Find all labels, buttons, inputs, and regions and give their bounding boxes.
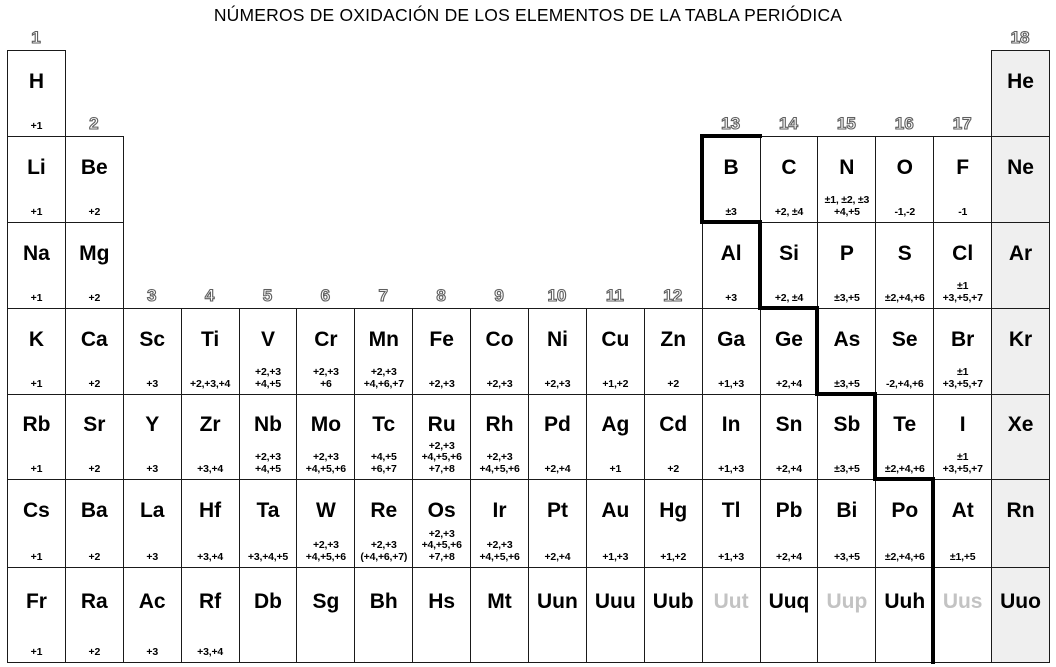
oxidation-states: +2, ±4 [774,205,804,218]
oxidation-states: +2,+3 +4,+5,+6 +7,+8 [421,527,462,563]
oxidation-states: +1,+3 [718,462,745,475]
element-symbol: Zn [660,327,687,351]
element-cell-Ru [412,394,471,480]
oxidation-states: +2,+3 +4,+5,+6 +7,+8 [421,439,462,475]
element-symbol: Sb [833,413,861,437]
element-cell-Ba [65,479,124,568]
element-cell-Ag [586,394,645,480]
oxidation-states: +2,+3 +4,+6,+7 [363,366,404,390]
element-cell-Rf [181,567,240,663]
element-cell-Pb [760,479,819,568]
element-symbol: B [723,155,739,179]
element-symbol: Uup [826,589,868,613]
oxidation-states: +2,+3 +4,+5,+6 [305,539,346,563]
element-symbol: P [839,241,854,265]
element-cell-Uut [702,567,761,663]
element-cell-Mn [354,308,413,395]
element-cell-Cr [296,308,355,395]
oxidation-states: +2,+3 +4,+5,+6 [305,451,346,475]
element-cell-Li [7,136,66,223]
element-symbol: Hg [659,499,688,523]
element-cell-Uun [528,567,587,663]
oxidation-states: +3,+4 [197,645,224,658]
group-label-11: 11 [605,286,624,305]
element-symbol: Re [370,499,398,523]
element-symbol: Cs [23,499,50,523]
element-cell-C [760,136,819,223]
element-cell-Sr [65,394,124,480]
element-cell-Bi [817,479,876,568]
element-symbol: Y [145,413,160,437]
element-symbol: F [956,155,970,179]
element-cell-Sc [123,308,182,395]
element-symbol: Sc [139,327,166,351]
oxidation-states: +2,+3 +4,+5,+6 [479,451,520,475]
element-cell-Hg [644,479,703,568]
element-symbol: I [959,413,966,437]
oxidation-states: +2,+4 [776,550,802,563]
element-symbol: Uut [713,589,749,613]
element-cell-Uuh [875,567,934,663]
element-cell-Fe [412,308,471,395]
element-cell-Te [875,394,934,480]
oxidation-states: +2 [667,462,679,475]
element-cell-Ta [239,479,298,568]
element-cell-Rh [470,394,529,480]
element-cell-Uub [644,567,703,663]
metalloid-staircase-segment [758,220,762,310]
element-cell-As [817,308,876,395]
element-cell-Kr [991,308,1050,395]
element-symbol: Hs [428,589,456,613]
element-symbol: Os [427,499,456,523]
oxidation-states: -2,+4,+6 [886,377,924,390]
element-symbol: Te [893,413,917,437]
element-symbol: Ti [200,327,220,351]
element-cell-Xe [991,394,1050,480]
oxidation-states: +1,+3 [718,550,745,563]
element-cell-Sn [760,394,819,480]
element-symbol: Ne [1007,155,1034,179]
element-symbol: Na [23,241,50,265]
element-symbol: Bh [369,589,398,613]
group-label-10: 10 [547,286,567,305]
element-symbol: Tc [372,413,396,437]
oxidation-states: +2,+4 [544,462,571,475]
element-symbol: Ac [138,589,166,613]
element-cell-Al [702,222,761,309]
element-symbol: C [781,155,797,179]
element-cell-Sg [296,567,355,663]
group-label-3: 3 [146,286,157,305]
element-cell-Uuq [760,567,819,663]
element-symbol: Cd [659,413,688,437]
element-symbol: Po [891,499,919,523]
element-cell-Pt [528,479,587,568]
element-cell-Ge [760,308,819,395]
group-label-8: 8 [436,286,446,305]
element-cell-Rn [991,479,1050,568]
metalloid-staircase-segment [873,477,935,481]
element-symbol: Li [27,155,46,179]
element-cell-Mg [65,222,124,309]
element-symbol: He [1007,69,1034,93]
element-cell-Ti [181,308,240,395]
oxidation-states: +2,+3 [544,377,571,390]
element-cell-Re [354,479,413,568]
element-symbol: Xe [1007,413,1034,437]
oxidation-states: ±1 +3,+5,+7 [942,451,983,475]
element-cell-Ni [528,308,587,395]
element-cell-Ir [470,479,529,568]
element-symbol: As [833,327,861,351]
oxidation-states: +3 [146,377,158,390]
element-symbol: Uuq [768,589,810,613]
group-label-15: 15 [836,114,856,133]
element-cell-Os [412,479,471,568]
metalloid-staircase-segment [700,134,704,224]
element-symbol: Pd [544,413,571,437]
element-symbol: O [896,155,913,179]
oxidation-states: +1,+2 [660,550,687,563]
element-symbol: Sg [312,589,340,613]
oxidation-states: +2 [88,291,101,304]
element-symbol: Br [950,327,975,351]
element-cell-Bh [354,567,413,663]
group-label-1: 1 [31,28,41,47]
oxidation-states: +2 [667,377,679,390]
oxidation-states: +2, ±4 [774,291,804,304]
element-symbol: In [721,413,741,437]
metalloid-staircase-segment [815,392,877,396]
element-cell-Ga [702,308,761,395]
oxidation-states: ±2,+4,+6 [884,462,925,475]
element-cell-B [702,136,761,223]
oxidation-states: -1,-2 [894,205,916,218]
oxidation-states: +3 [146,550,158,563]
element-cell-Uus [933,567,992,663]
oxidation-states: +3 [725,291,737,304]
element-cell-Ar [991,222,1050,309]
element-cell-Nb [239,394,298,480]
element-cell-Na [7,222,66,309]
element-symbol: At [951,499,974,523]
oxidation-states: +1 [30,462,43,475]
element-symbol: N [839,155,855,179]
element-cell-Ne [991,136,1050,223]
element-symbol: Ir [492,499,507,523]
group-label-18: 18 [1010,28,1030,47]
element-cell-At [933,479,992,568]
element-cell-Zn [644,308,703,395]
element-cell-Si [760,222,819,309]
element-symbol: Sr [83,413,106,437]
element-cell-In [702,394,761,480]
element-symbol: Ag [601,413,630,437]
element-symbol: Fr [25,589,47,613]
element-symbol: La [139,499,165,523]
page-title: NÚMEROS DE OXIDACIÓN DE LOS ELEMENTOS DE LA TABLA PERIÓDICA [213,5,843,25]
element-symbol: Hf [199,499,222,523]
group-label-2: 2 [89,114,99,133]
element-symbol: Cl [952,241,974,265]
oxidation-states: +2,+3 [428,377,455,390]
oxidation-states: +1 [30,377,43,390]
element-symbol: S [897,241,912,265]
element-symbol: Kr [1008,327,1033,351]
element-symbol: Nb [253,413,282,437]
oxidation-states: +1 [609,462,622,475]
oxidation-states: ±1, ±2, ±3 +4,+5 [824,194,870,218]
element-symbol: Fe [429,327,454,351]
element-cell-P [817,222,876,309]
oxidation-states: +1,+3 [718,377,745,390]
element-symbol: Uuo [1000,589,1041,613]
element-symbol: Db [253,589,282,613]
element-symbol: Uub [652,589,694,613]
oxidation-states: +2,+3 +4,+5 [255,366,281,390]
oxidation-states: +2,+4 [776,377,802,390]
element-cell-V [239,308,298,395]
element-symbol: Ge [774,327,803,351]
oxidation-states: +1 [30,291,43,304]
group-label-9: 9 [494,286,504,305]
element-symbol: Zr [199,413,221,437]
element-cell-Ac [123,567,182,663]
element-symbol: Mt [487,589,512,613]
group-label-7: 7 [378,286,388,305]
oxidation-states: +2,+3 +4,+5 [255,451,281,475]
group-label-16: 16 [894,114,914,133]
oxidation-states: +2,+3 +4,+5,+6 [479,539,520,563]
element-cell-Ra [65,567,124,663]
element-symbol: Uus [942,589,983,613]
oxidation-states: +2,+3 +6 [312,366,339,390]
oxidation-states: +2 [88,550,101,563]
element-symbol: Ca [80,327,108,351]
element-cell-Db [239,567,298,663]
element-symbol: Ni [546,327,568,351]
element-cell-Cl [933,222,992,309]
oxidation-states: +3 [146,645,158,658]
element-symbol: Pt [546,499,568,523]
metalloid-staircase-segment [700,220,762,224]
oxidation-states: +4,+5 +6,+7 [370,451,397,475]
element-symbol: Au [601,499,630,523]
element-symbol: Bi [836,499,858,523]
element-cell-Uuo [991,567,1050,663]
element-symbol: Si [779,241,799,265]
oxidation-states: ±1 +3,+5,+7 [942,366,983,390]
element-symbol: Sn [775,413,803,437]
element-symbol: Ta [256,499,280,523]
element-cell-K [7,308,66,395]
element-symbol: Pb [775,499,803,523]
element-symbol: Ba [80,499,108,523]
oxidation-states: +1 [30,119,43,132]
oxidation-states: -1 [958,205,968,218]
oxidation-states: ±3,+5 [834,377,860,390]
element-cell-S [875,222,934,309]
element-symbol: K [28,327,45,351]
oxidation-states: +1 [30,205,43,218]
element-cell-Au [586,479,645,568]
element-cell-Cu [586,308,645,395]
element-cell-Rb [7,394,66,480]
oxidation-states: +3,+4,+5 [247,550,289,563]
element-cell-O [875,136,934,223]
element-symbol: Ru [427,413,456,437]
element-cell-La [123,479,182,568]
element-symbol: Rf [199,589,222,613]
element-cell-Be [65,136,124,223]
oxidation-states: +2 [88,462,101,475]
element-cell-I [933,394,992,480]
element-symbol: Ar [1008,241,1033,265]
element-symbol: Mg [79,241,110,265]
element-symbol: Rb [22,413,51,437]
element-symbol: Cr [314,327,338,351]
oxidation-states: +3 [146,462,158,475]
group-label-17: 17 [952,114,972,133]
metalloid-staircase-segment [931,477,935,664]
group-label-6: 6 [320,286,331,305]
element-cell-Se [875,308,934,395]
element-symbol: Se [891,327,918,351]
oxidation-states: +1 [30,550,43,563]
oxidation-states: +2,+3 [486,377,513,390]
element-symbol: Cu [601,327,630,351]
oxidation-states: +2 [88,205,101,218]
element-cell-Zr [181,394,240,480]
metalloid-staircase-segment [700,134,762,138]
oxidation-states: +2,+3 (+4,+6,+7) [360,539,408,563]
group-label-4: 4 [204,286,215,305]
metalloid-staircase-segment [873,392,877,481]
element-cell-Co [470,308,529,395]
element-symbol: Co [485,327,514,351]
oxidation-states: +3,+4 [197,550,224,563]
element-cell-Tc [354,394,413,480]
element-cell-Mt [470,567,529,663]
oxidation-states: ±1 +3,+5,+7 [942,280,983,304]
element-cell-Fr [7,567,66,663]
element-symbol: Rh [485,413,514,437]
element-cell-Pd [528,394,587,480]
element-symbol: Uuu [594,589,636,613]
element-cell-Sb [817,394,876,480]
element-symbol: Mo [310,413,342,437]
oxidation-states: +2,+4 [544,550,571,563]
oxidation-states: +2,+3,+4 [190,377,231,390]
element-cell-N [817,136,876,223]
element-cell-Mo [296,394,355,480]
oxidation-states: +3,+5 [833,550,860,563]
element-cell-Ca [65,308,124,395]
element-cell-Y [123,394,182,480]
oxidation-states: ±3,+5 [834,462,860,475]
oxidation-states: ±2,+4,+6 [884,291,925,304]
element-cell-Uup [817,567,876,663]
oxidation-states: ±3 [725,205,737,218]
element-cell-Uuu [586,567,645,663]
element-cell-Cd [644,394,703,480]
element-symbol: Uun [537,589,578,613]
element-cell-Tl [702,479,761,568]
group-label-5: 5 [262,286,273,305]
element-symbol: Ra [80,589,108,613]
element-cell-Hs [412,567,471,663]
element-symbol: V [260,327,275,351]
group-label-12: 12 [663,286,683,305]
element-symbol: Mn [368,327,399,351]
element-cell-Hf [181,479,240,568]
element-cell-Br [933,308,992,395]
element-symbol: H [28,69,45,93]
oxidation-states: +2 [88,377,101,390]
oxidation-states: +1 [30,645,43,658]
element-symbol: Ga [717,327,746,351]
element-symbol: Be [80,155,108,179]
group-label-13: 13 [721,114,741,133]
metalloid-staircase-segment [815,306,819,396]
element-cell-F [933,136,992,223]
element-cell-Po [875,479,934,568]
oxidation-states: +3,+4 [197,462,224,475]
group-label-14: 14 [779,114,798,133]
element-cell-Cs [7,479,66,568]
element-symbol: Al [720,241,742,265]
oxidation-states: +1,+2 [602,377,629,390]
element-symbol: Uuh [884,589,926,613]
element-symbol: W [315,499,336,523]
oxidation-states: ±3,+5 [834,291,860,304]
element-cell-He [991,50,1050,137]
oxidation-states: +1,+3 [602,550,629,563]
oxidation-states: +2 [88,645,101,658]
element-symbol: Rn [1006,499,1035,523]
element-symbol: Tl [721,499,741,523]
metalloid-staircase-segment [758,306,820,310]
oxidation-states: +2,+4 [776,462,802,475]
element-cell-W [296,479,355,568]
oxidation-states: ±2,+4,+6 [884,550,925,563]
element-cell-H [7,50,66,137]
oxidation-states: ±1,+5 [949,550,976,563]
